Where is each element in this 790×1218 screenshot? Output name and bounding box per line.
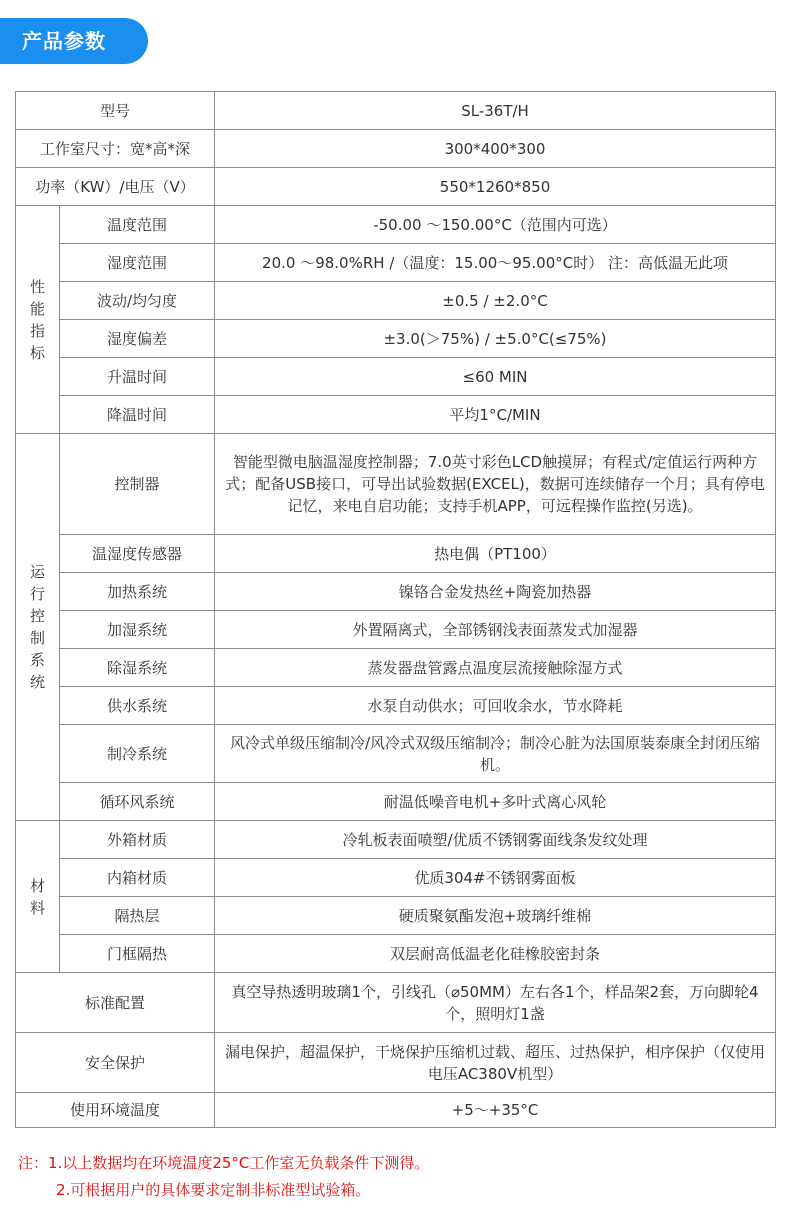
spec-value: ±3.0(＞75%) / ±5.0°C(≤75%) (215, 320, 776, 358)
table-row (16, 434, 776, 535)
spec-label: 波动/均匀度 (60, 282, 215, 320)
table-row (16, 92, 776, 130)
spec-value: 550*1260*850 (215, 168, 776, 206)
group-label-materials: 材料 (16, 821, 60, 973)
spec-value: 热电偶（PT100） (215, 535, 776, 573)
spec-value: 蒸发器盘管露点温度层流接触除湿方式 (215, 649, 776, 687)
spec-value: 风冷式单级压缩制冷/风冷式双级压缩制冷；制冷心脏为法国原装泰康全封闭压缩机。 (215, 725, 776, 783)
spec-value: 20.0 ～98.0%RH /（温度：15.00～95.00°C时） 注：高低温无此项 (215, 244, 776, 282)
spec-label: 隔热层 (60, 897, 215, 935)
table-row (16, 282, 776, 320)
table-row (16, 687, 776, 725)
spec-label: 循环风系统 (60, 783, 215, 821)
spec-value: ±0.5 / ±2.0°C (215, 282, 776, 320)
spec-label: 制冷系统 (60, 725, 215, 783)
spec-value: 水泵自动供水；可回收余水，节水降耗 (215, 687, 776, 725)
spec-value: 双层耐高低温老化硅橡胶密封条 (215, 935, 776, 973)
spec-value: 平均1°C/MIN (215, 396, 776, 434)
note-line-2: 2.可根据用户的具体要求定制非标准型试验箱。 (56, 1181, 371, 1199)
spec-label: 加热系统 (60, 573, 215, 611)
table-row (16, 535, 776, 573)
group-label-control: 运行控制系统 (16, 434, 60, 821)
spec-label: 温度范围 (60, 206, 215, 244)
table-row (16, 573, 776, 611)
spec-value: +5～+35°C (215, 1093, 776, 1128)
spec-label: 门框隔热 (60, 935, 215, 973)
table-row (16, 973, 776, 1033)
spec-table (15, 91, 776, 1128)
spec-value: 漏电保护，超温保护，干烧保护压缩机过载、超压、过热保护，相序保护（仅使用电压AC380V机型） (215, 1033, 776, 1093)
table-row (16, 1033, 776, 1093)
table-row (16, 358, 776, 396)
spec-label: 供水系统 (60, 687, 215, 725)
table-row (16, 1093, 776, 1128)
table-row (16, 320, 776, 358)
table-row (16, 897, 776, 935)
spec-label: 内箱材质 (60, 859, 215, 897)
spec-label: 湿度偏差 (60, 320, 215, 358)
spec-label: 湿度范围 (60, 244, 215, 282)
spec-label: 标准配置 (16, 973, 215, 1033)
spec-label: 升温时间 (60, 358, 215, 396)
spec-value: 外置隔离式，全部锈钢浅表面蒸发式加湿器 (215, 611, 776, 649)
group-label-performance: 性能指标 (16, 206, 60, 434)
spec-value: 优质304#不锈钢雾面板 (215, 859, 776, 897)
table-row (16, 244, 776, 282)
spec-label: 降温时间 (60, 396, 215, 434)
spec-label: 型号 (16, 92, 215, 130)
table-row (16, 725, 776, 783)
spec-label: 控制器 (60, 434, 215, 535)
spec-label: 使用环境温度 (16, 1093, 215, 1128)
spec-label: 工作室尺寸：宽*高*深 (16, 130, 215, 168)
spec-value: 镍铬合金发热丝+陶瓷加热器 (215, 573, 776, 611)
table-row (16, 206, 776, 244)
table-row (16, 859, 776, 897)
section-title: 产品参数 (0, 18, 148, 64)
spec-value: 真空导热透明玻璃1个，引线孔（⌀50MM）左右各1个，样品架2套，万向脚轮4个，照明灯1盏 (215, 973, 776, 1033)
spec-label: 功率（KW）/电压（V） (16, 168, 215, 206)
spec-value: 智能型微电脑温湿度控制器；7.0英寸彩色LCD触摸屏；有程式/定值运行两种方式；配备USB接口，可导出试验数据(EXCEL)，数据可连续储存一个月；具有停电记忆，来电自启功能；支持手机APP，可远程操作监控(另选)。 (215, 434, 776, 535)
spec-label: 安全保护 (16, 1033, 215, 1093)
spec-value: ≤60 MIN (215, 358, 776, 396)
table-row (16, 649, 776, 687)
notes (18, 1150, 429, 1204)
spec-label: 除湿系统 (60, 649, 215, 687)
spec-label: 加湿系统 (60, 611, 215, 649)
spec-value: -50.00 ～150.00°C（范围内可选） (215, 206, 776, 244)
table-row (16, 611, 776, 649)
spec-value: 300*400*300 (215, 130, 776, 168)
spec-value: 冷轧板表面喷塑/优质不锈钢雾面线条发纹处理 (215, 821, 776, 859)
spec-label: 外箱材质 (60, 821, 215, 859)
table-row (16, 130, 776, 168)
spec-label: 温湿度传感器 (60, 535, 215, 573)
spec-value: 耐温低噪音电机+多叶式离心风轮 (215, 783, 776, 821)
table-row (16, 821, 776, 859)
table-row (16, 935, 776, 973)
table-row (16, 168, 776, 206)
table-row (16, 396, 776, 434)
table-row (16, 783, 776, 821)
note-line-1: 注：1.以上数据均在环境温度25°C工作室无负载条件下测得。 (18, 1154, 430, 1172)
spec-value: 硬质聚氨酯发泡+玻璃纤维棉 (215, 897, 776, 935)
spec-value: SL-36T/H (215, 92, 776, 130)
